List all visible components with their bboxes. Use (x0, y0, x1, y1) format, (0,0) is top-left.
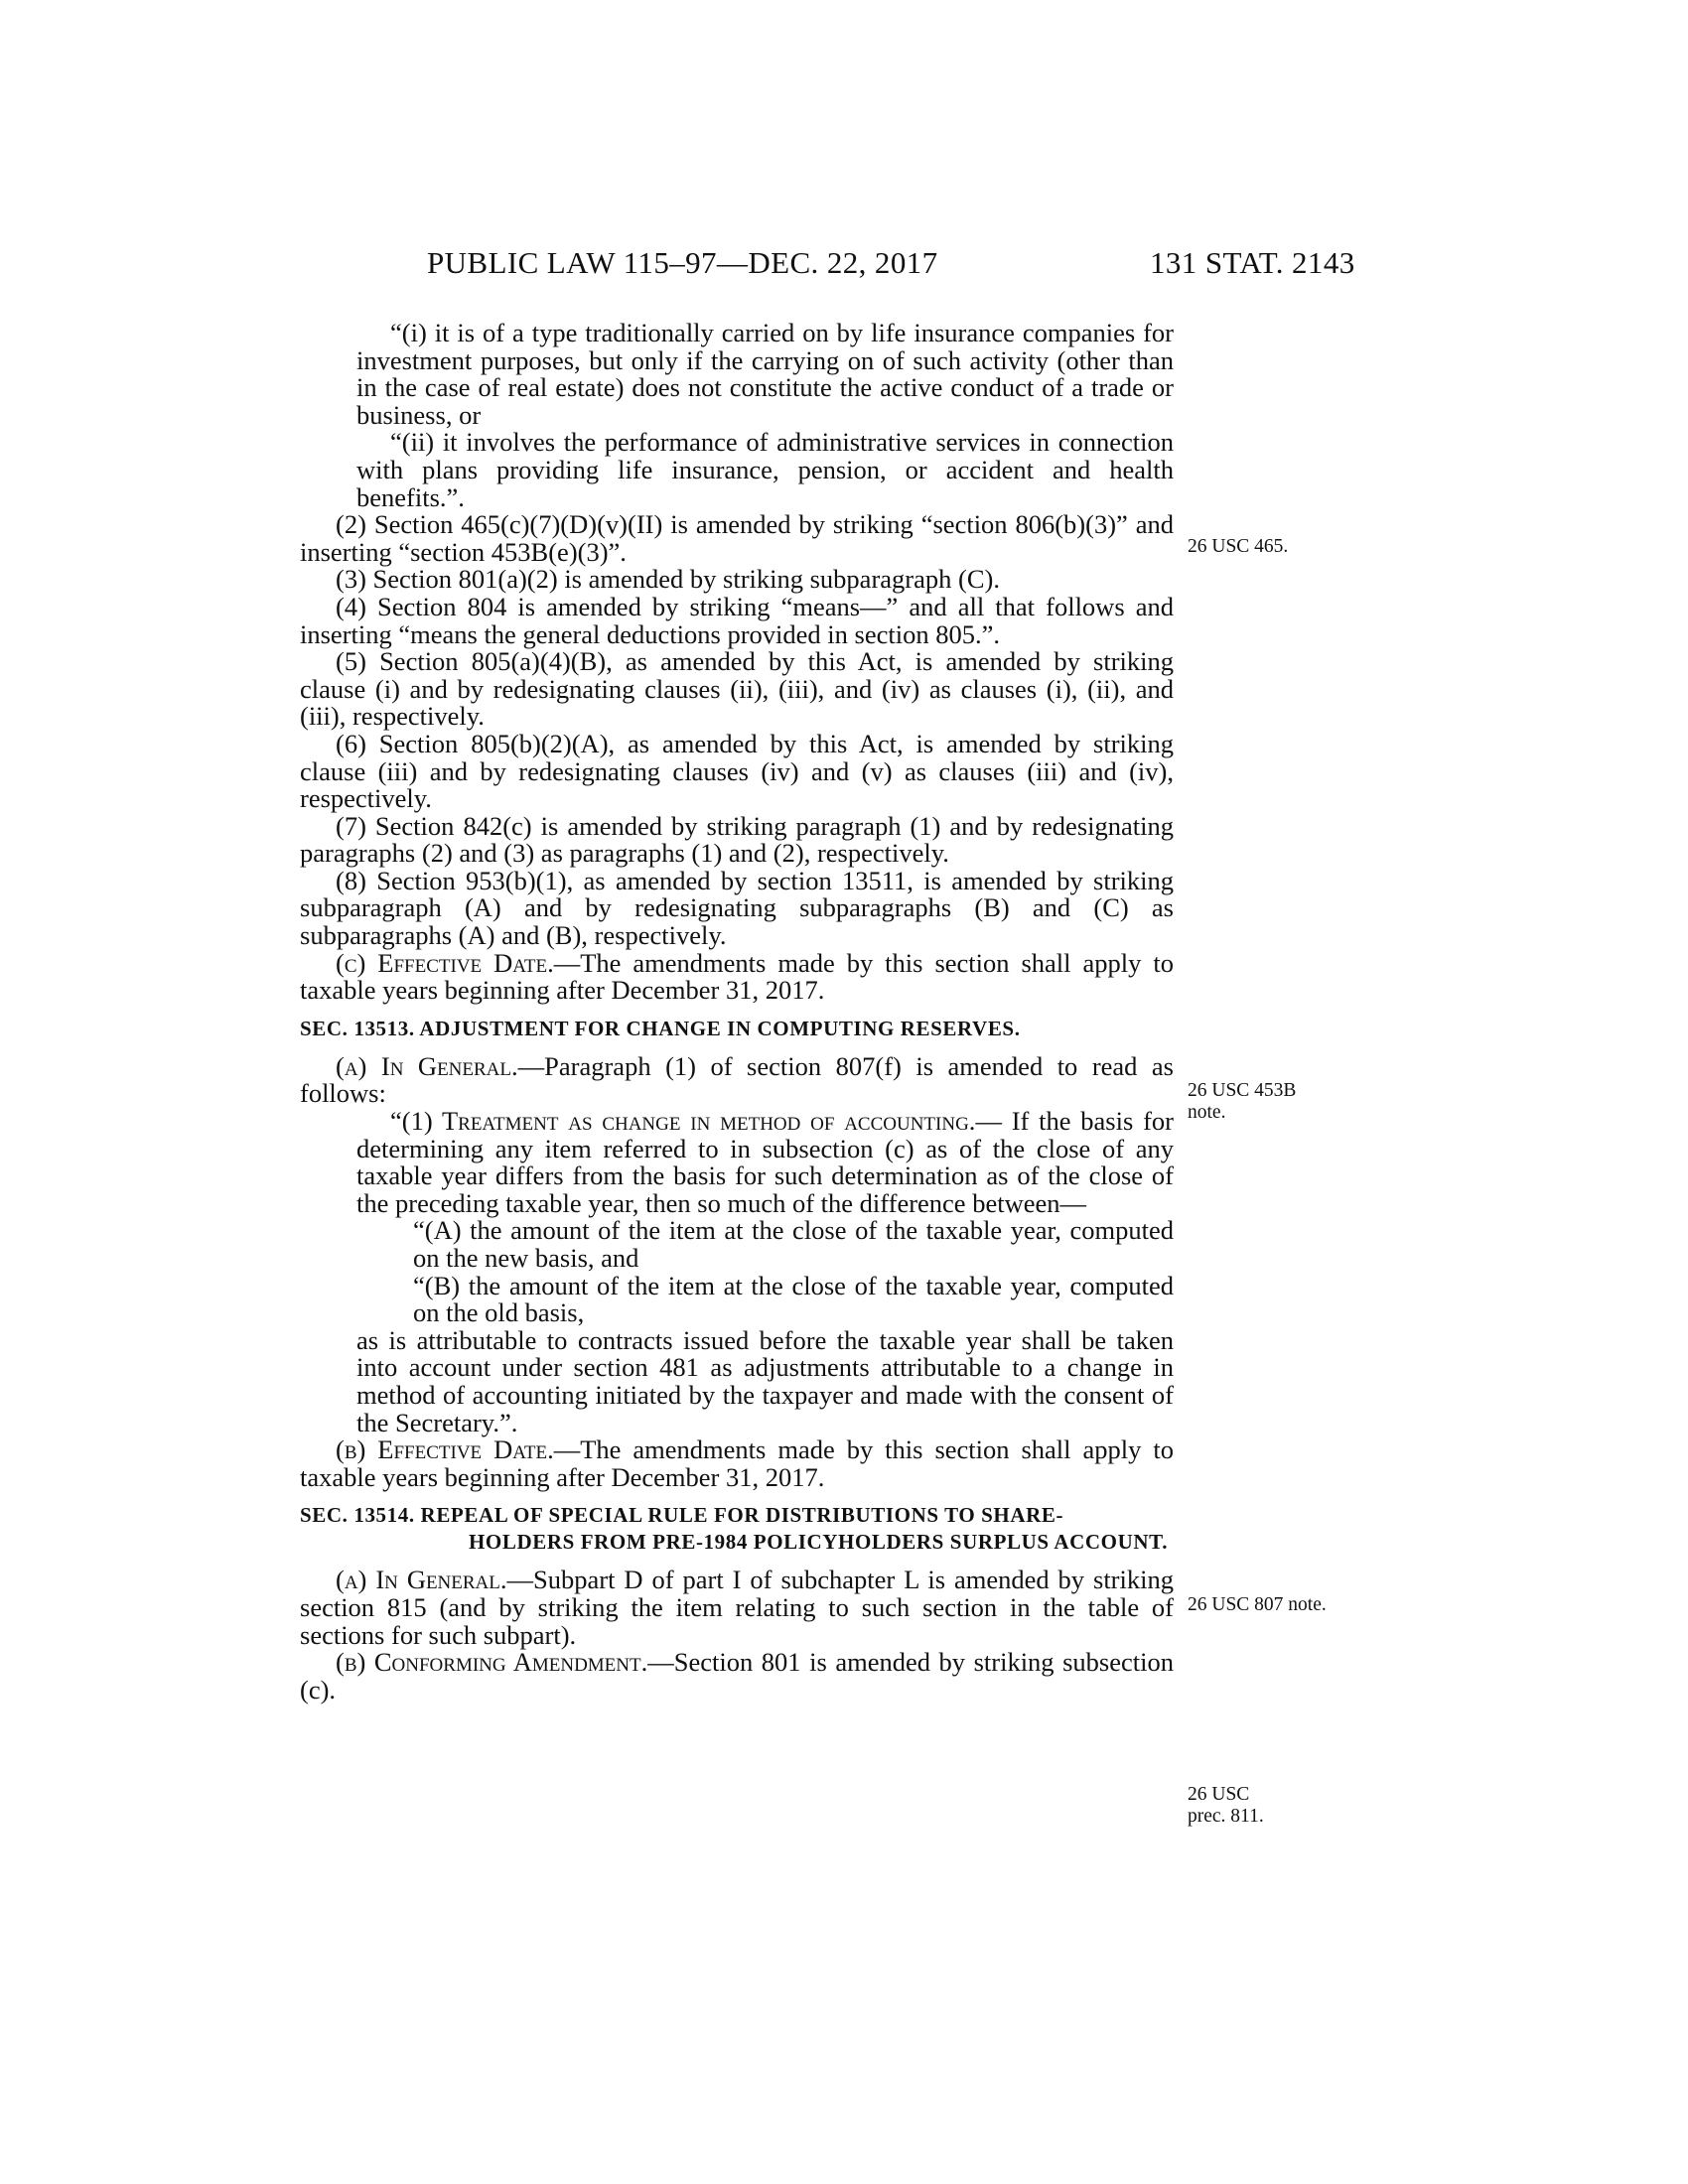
effective-date-b (300, 1436, 1174, 1491)
quoted-paragraph-1-text: If the basis for determining any item referred to in subsection (c) as of the close of any taxable year differs from the basis for such determination as of the close of the preceding taxable year, then so much of the difference between— (356, 1106, 1174, 1218)
section-13514-b-text: —Section 801 is amended by striking subsection (c). (300, 1647, 1174, 1705)
document-body (300, 320, 1174, 1704)
effective-date-c-text: —The amendments made by this section shall apply to taxable years beginning after December 31, 2017. (300, 947, 1174, 1006)
statute-reference: 131 STAT. 2143 (1150, 245, 1355, 280)
section-13514-heading-line1: SEC. 13514. REPEAL OF SPECIAL RULE FOR DISTRIBUTIONS TO SHARE- (300, 1503, 1064, 1528)
section-13514-heading (300, 1502, 1174, 1556)
quoted-subparagraph-b (356, 1270, 1174, 1328)
section-13513-a (300, 1050, 1174, 1109)
effective-date-c (300, 947, 1174, 1006)
clause-i: “(i) it is of a type traditionally carried on by life insurance companies for investment purposes, but only if the carrying on of such activity (other than in the case of real estate) does not constitute the active conduct of a trade or business, or (356, 318, 1174, 430)
margin-note-26-usc-807: 26 USC 807 note. (1188, 1594, 1327, 1615)
clause-ii: “(ii) it involves the performance of administrative services in connection with plans providing life insurance, pension, or accident and health benefits.”. (356, 427, 1174, 512)
paragraph-8: (8) Section 953(b)(1), as amended by section 13511, is amended by striking subparagraph (A) and by redesignating subparagraphs (B) and (C) as subparagraphs (A) and (B), respectively. (300, 865, 1174, 951)
section-13513-a-label: (a) In General. (336, 1050, 518, 1081)
margin-note-453b-line2: note. (1188, 1102, 1226, 1123)
section-13514-b-label: (b) Conforming Amendment. (336, 1647, 648, 1678)
section-13514-a-text: —Subpart D of part I of subchapter L is amended by striking section 815 (and by striking the item relating to such section in the table of sections for such subpart). (300, 1565, 1174, 1650)
section-13514-a-label: (a) In General. (336, 1565, 507, 1595)
margin-note-26-usc-465: 26 USC 465. (1188, 536, 1289, 557)
section-13513-a-text: —Paragraph (1) of section 807(f) is amended to read as follows: (300, 1050, 1174, 1109)
section-13514-a (300, 1567, 1174, 1649)
quoted-subparagraph-a-text: “(A) the amount of the item at the close of the taxable year, computed on the new basis, and (413, 1215, 1174, 1273)
quoted-subparagraph-b-text: “(B) the amount of the item at the close of the taxable year, computed on the old basis, (413, 1270, 1174, 1328)
quoted-paragraph-1-label: “(1) Treatment as change in method of accounting. (390, 1106, 976, 1137)
margin-note-811-line1: 26 USC (1188, 1784, 1250, 1805)
section-13514-b (300, 1649, 1174, 1704)
effective-date-b-text: —The amendments made by this section shall apply to taxable years beginning after December 31, 2017. (300, 1434, 1174, 1492)
paragraph-4: (4) Section 804 is amended by striking “means—” and all that follows and inserting “means the general deductions provided in section 805.”. (300, 591, 1174, 649)
quoted-paragraph-1 (356, 1108, 1174, 1217)
margin-note-453b-line1: 26 USC 453B (1188, 1080, 1297, 1101)
effective-date-c-label: (c) Effective Date. (336, 947, 554, 978)
section-13513-heading: SEC. 13513. ADJUSTMENT FOR CHANGE IN COMPUTING RESERVES. (300, 1016, 1021, 1040)
law-title: PUBLIC LAW 115–97—DEC. 22, 2017 (427, 245, 938, 280)
quoted-paragraph-1-dash: — (975, 1106, 1002, 1137)
page-header (0, 245, 1688, 285)
paragraph-2: (2) Section 465(c)(7)(D)(v)(II) is amended by striking “section 806(b)(3)” and inserting “section 453B(e)(3)”. (300, 509, 1174, 567)
section-13514-heading-rest: HOLDERS FROM PRE-1984 POLICYHOLDERS SURPLUS ACCOUNT. (469, 1530, 1169, 1555)
paragraph-3: (3) Section 801(a)(2) is amended by striking subparagraph (C). (336, 564, 1000, 595)
quoted-paragraph-tail: as is attributable to contracts issued before the taxable year shall be taken into account under section 481 as adjustments attributable to a change in method of accounting initiated by the taxpayer and made with the consent of the Secretary.”. (356, 1324, 1174, 1437)
paragraph-7: (7) Section 842(c) is amended by striking paragraph (1) and by redesignating paragraphs (2) and (3) as paragraphs (1) and (2), respectively. (300, 810, 1174, 869)
margin-note-26-usc-453b (1188, 1080, 1296, 1124)
paragraph-6: (6) Section 805(b)(2)(A), as amended by this Act, is amended by striking clause (iii) and by redesignating clauses (iv) and (v) as clauses (iii) and (iv), respectively. (300, 728, 1174, 814)
margin-note-811-line2: prec. 811. (1188, 1806, 1264, 1827)
quoted-subparagraph-a (356, 1217, 1174, 1272)
margin-note-26-usc-811 (1188, 1784, 1264, 1828)
effective-date-b-label: (b) Effective Date. (336, 1434, 554, 1465)
paragraph-5: (5) Section 805(a)(4)(B), as amended by this Act, is amended by striking clause (i) and by redesignating clauses (ii), (iii), and (iv) as clauses (i), (ii), and (iii), respectively. (300, 646, 1174, 732)
